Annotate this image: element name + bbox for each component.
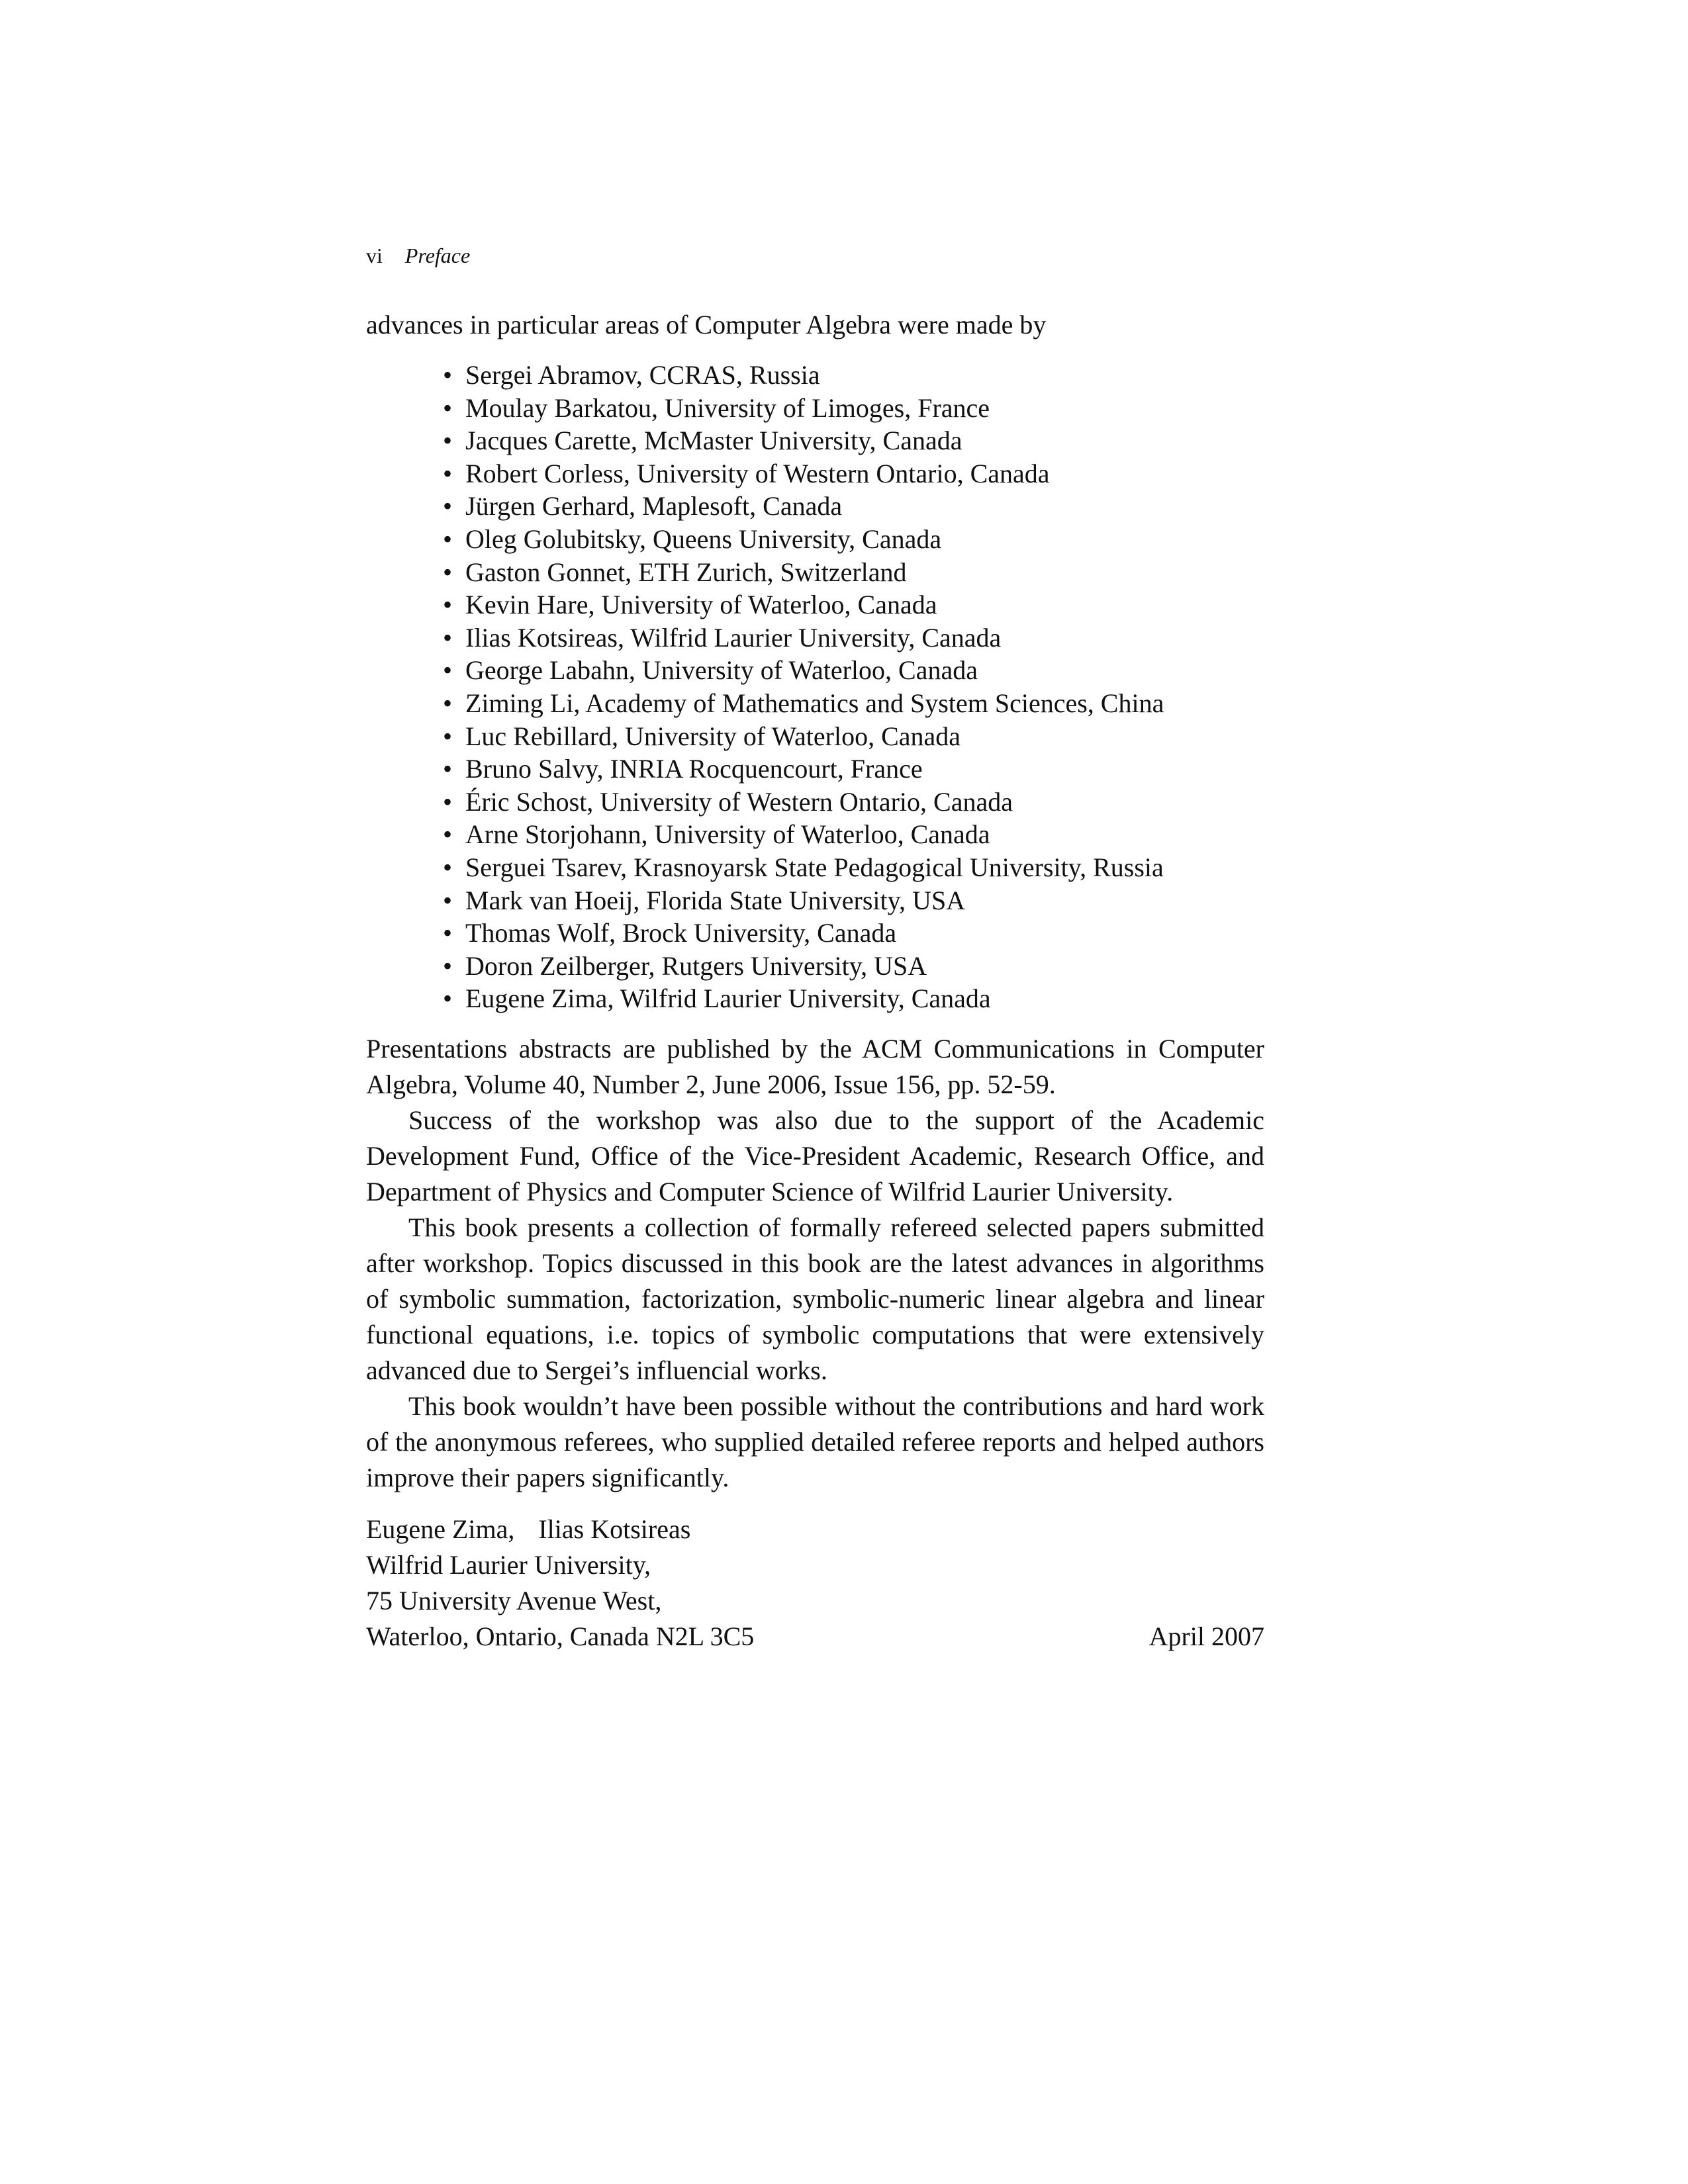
paragraph-acknowledgement: This book wouldn’t have been possible without the contributions and hard work of the anonymous referees, who supplied detailed referee reports and helped authors improve their papers significantly. <box>366 1390 1264 1492</box>
body-text <box>366 307 1264 1655</box>
contributor-entry: Thomas Wolf, Brock University, Canada <box>465 918 897 948</box>
list-item <box>443 556 1264 589</box>
contributor-entry: Robert Corless, University of Western Ontario, Canada <box>465 458 1050 488</box>
running-title: Preface <box>404 244 471 267</box>
bullet-icon: • <box>443 557 453 587</box>
bullet-icon: • <box>443 819 453 850</box>
bullet-icon: • <box>443 655 453 686</box>
bullet-icon: • <box>443 523 453 554</box>
bullet-icon: • <box>443 590 453 620</box>
contributor-entry: Jacques Carette, McMaster University, Canada <box>465 426 962 456</box>
bullet-icon: • <box>443 918 453 948</box>
list-item <box>443 752 1264 786</box>
list-item <box>443 786 1264 819</box>
running-head <box>366 238 1264 273</box>
list-item <box>443 523 1264 556</box>
bullet-icon: • <box>443 852 453 882</box>
signature-city: Waterloo, Ontario, Canada N2L 3C5 <box>366 1621 755 1651</box>
list-item <box>443 621 1264 655</box>
contributor-entry: Luc Rebillard, University of Waterloo, Canada <box>465 721 961 751</box>
contributor-entry: Gaston Gonnet, ETH Zurich, Switzerland <box>465 557 907 587</box>
contributor-entry: Bruno Salvy, INRIA Rocquencourt, France <box>465 754 923 784</box>
list-item <box>443 917 1264 950</box>
signature-last-line <box>366 1619 1264 1655</box>
contributor-entry: Moulay Barkatou, University of Limoges, France <box>465 392 990 423</box>
paragraph-support: Success of the workshop was also due to the support of the Academic Development Fund, Office of the Vice-President Academic, Research Office, and Department of Physics and Computer Science of Wilfrid Laurier University. <box>366 1105 1264 1206</box>
contributor-entry: Oleg Golubitsky, Queens University, Canada <box>465 523 942 554</box>
list-item <box>443 424 1264 457</box>
contributor-entry: Éric Schost, University of Western Ontario, Canada <box>465 786 1013 817</box>
bullet-icon: • <box>443 786 453 817</box>
book-page <box>366 238 1264 1655</box>
list-item <box>443 720 1264 753</box>
paragraph-abstracts: Presentations abstracts are published by the ACM Communications in Computer Algebra, Volume 40, Number 2, June 2006, Issue 156, pp. 52-59. <box>366 1033 1264 1099</box>
contributor-entry: Ilias Kotsireas, Wilfrid Laurier University, Canada <box>465 622 1002 653</box>
list-item <box>443 687 1264 720</box>
bullet-icon: • <box>443 950 453 981</box>
contributor-entry: Doron Zeilberger, Rutgers University, USA <box>465 950 927 981</box>
list-item <box>443 654 1264 687</box>
bullet-icon: • <box>443 688 453 718</box>
contributor-entry: Arne Storjohann, University of Waterloo, Canada <box>465 819 990 850</box>
author-name: Ilias Kotsireas <box>538 1514 691 1544</box>
contributor-entry: George Labahn, University of Waterloo, Canada <box>465 655 978 686</box>
page-number: vi <box>366 244 383 267</box>
bullet-icon: • <box>443 885 453 915</box>
signature-street: 75 University Avenue West, <box>366 1585 662 1615</box>
bullet-icon: • <box>443 983 453 1014</box>
signature-names <box>366 1512 1264 1547</box>
bullet-icon: • <box>443 458 453 488</box>
list-item <box>443 359 1264 392</box>
list-item <box>443 588 1264 621</box>
contributor-entry: Serguei Tsarev, Krasnoyarsk State Pedagogical University, Russia <box>465 852 1164 882</box>
contributor-list <box>366 359 1264 1015</box>
list-item <box>443 982 1264 1015</box>
list-item <box>443 950 1264 983</box>
list-item <box>443 457 1264 490</box>
paragraph-book-scope: This book presents a collection of formally refereed selected papers submitted after workshop. Topics discussed in this book are the latest advances in algorithms of symbolic summation, factorization, symbolic-numeric linear algebra and linear functional equations, i.e. topics of symbolic computations that were extensively advanced due to Sergei’s influencial works. <box>366 1212 1264 1385</box>
contributor-entry: Jürgen Gerhard, Maplesoft, Canada <box>465 491 843 522</box>
author-name: Eugene Zima, <box>366 1514 515 1544</box>
bullet-icon: • <box>443 721 453 751</box>
list-item <box>443 818 1264 851</box>
bullet-icon: • <box>443 360 453 390</box>
signature-block <box>366 1512 1264 1655</box>
list-item <box>443 884 1264 917</box>
lead-sentence: advances in particular areas of Computer Algebra were made by <box>366 310 1047 340</box>
bullet-icon: • <box>443 426 453 456</box>
contributor-entry: Kevin Hare, University of Waterloo, Canada <box>465 590 937 620</box>
contributor-entry: Eugene Zima, Wilfrid Laurier University, Canada <box>465 983 991 1014</box>
bullet-icon: • <box>443 622 453 653</box>
signature-date: April 2007 <box>1149 1621 1264 1651</box>
list-item <box>443 392 1264 425</box>
contributor-entry: Mark van Hoeij, Florida State University, USA <box>465 885 966 915</box>
contributor-entry: Sergei Abramov, CCRAS, Russia <box>465 360 820 390</box>
bullet-icon: • <box>443 491 453 522</box>
contributor-entry: Ziming Li, Academy of Mathematics and System Sciences, China <box>465 688 1164 718</box>
bullet-icon: • <box>443 754 453 784</box>
list-item <box>443 851 1264 884</box>
list-item <box>443 490 1264 523</box>
signature-institution: Wilfrid Laurier University, <box>366 1549 651 1580</box>
bullet-icon: • <box>443 392 453 423</box>
